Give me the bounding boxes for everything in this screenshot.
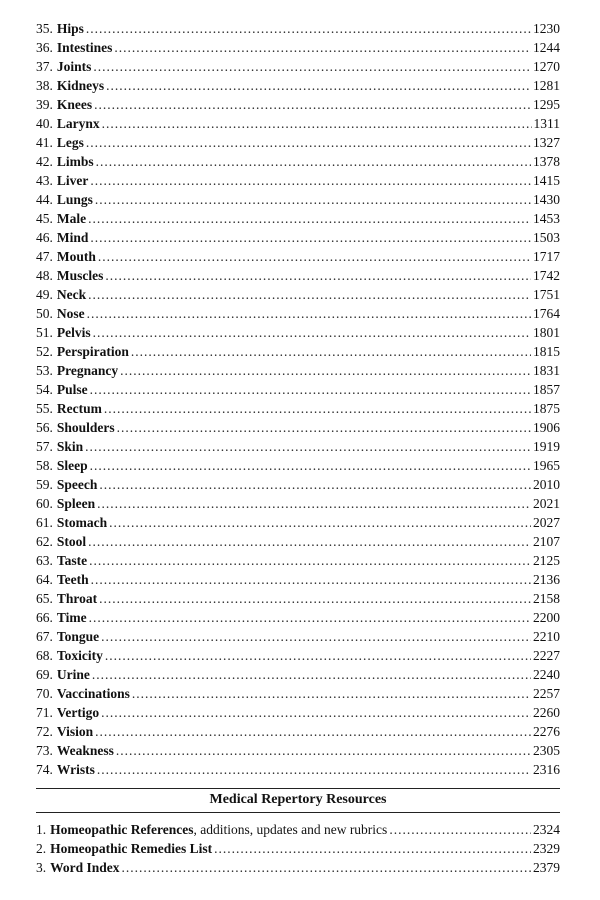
entry-page-number: 2240 xyxy=(533,667,560,682)
toc-entry xyxy=(36,399,560,418)
entry-title: Toxicity xyxy=(56,648,103,663)
entry-title: Rectum xyxy=(56,401,102,416)
dot-leader xyxy=(105,646,531,665)
entry-number: 37. xyxy=(36,59,53,74)
toc-entry xyxy=(36,95,560,114)
entry-title: Teeth xyxy=(56,572,89,587)
entry-title: Larynx xyxy=(56,116,100,131)
toc-entry xyxy=(36,323,560,342)
entry-title: Hips xyxy=(56,21,84,36)
dot-leader xyxy=(120,361,531,380)
entry-number: 36. xyxy=(36,40,53,55)
entry-title: Legs xyxy=(56,135,84,150)
entry-page-number: 1295 xyxy=(533,97,560,112)
entry-number: 49. xyxy=(36,287,53,302)
entry-page-number: 1270 xyxy=(533,59,560,74)
toc-entry xyxy=(36,608,560,627)
dot-leader xyxy=(90,380,531,399)
dot-leader xyxy=(104,399,531,418)
entry-number: 52. xyxy=(36,344,53,359)
entry-page-number: 2276 xyxy=(533,724,560,739)
entry-number: 41. xyxy=(36,135,53,150)
entry-page-number: 2316 xyxy=(533,762,560,777)
entry-title: Throat xyxy=(56,591,98,606)
entry-page-number: 2305 xyxy=(533,743,560,758)
dot-leader xyxy=(90,228,531,247)
resources-list xyxy=(36,820,560,877)
dot-leader xyxy=(117,418,531,437)
toc-entry xyxy=(36,570,560,589)
entry-title: Stomach xyxy=(56,515,108,530)
entry-number: 1. xyxy=(36,822,47,837)
dot-leader xyxy=(88,285,531,304)
entry-number: 53. xyxy=(36,363,53,378)
toc-entry xyxy=(36,646,560,665)
entry-page-number: 1453 xyxy=(533,211,560,226)
entry-number: 3. xyxy=(36,860,47,875)
entry-page-number: 2027 xyxy=(533,515,560,530)
entry-number: 56. xyxy=(36,420,53,435)
entry-number: 46. xyxy=(36,230,53,245)
entry-title: Knees xyxy=(56,97,93,112)
toc-entry xyxy=(36,665,560,684)
entry-page-number: 2200 xyxy=(533,610,560,625)
entry-number: 73. xyxy=(36,743,53,758)
entry-number: 65. xyxy=(36,591,53,606)
entry-page-number: 1919 xyxy=(533,439,560,454)
dot-leader xyxy=(102,114,532,133)
entry-page-number: 1906 xyxy=(533,420,560,435)
entry-page-number: 1965 xyxy=(533,458,560,473)
toc-entry xyxy=(36,380,560,399)
toc-entry xyxy=(36,342,560,361)
dot-leader xyxy=(94,95,531,114)
entry-number: 48. xyxy=(36,268,53,283)
dot-leader xyxy=(86,133,531,152)
entry-title: Speech xyxy=(56,477,98,492)
entry-number: 50. xyxy=(36,306,53,321)
dot-leader xyxy=(116,741,531,760)
toc-entry xyxy=(36,114,560,133)
entry-number: 51. xyxy=(36,325,53,340)
entry-title: Wrists xyxy=(56,762,95,777)
entry-page-number: 1717 xyxy=(533,249,560,264)
dot-leader xyxy=(95,190,531,209)
entry-page-number: 1378 xyxy=(533,154,560,169)
dot-leader xyxy=(93,57,531,76)
entry-title: Liver xyxy=(56,173,89,188)
entry-title: Homeopathic Remedies List xyxy=(50,841,213,856)
toc-entry xyxy=(36,171,560,190)
entry-title: Stool xyxy=(56,534,87,549)
toc-entry xyxy=(36,152,560,171)
dot-leader xyxy=(114,38,531,57)
entry-title: Taste xyxy=(56,553,88,568)
entry-title: Pulse xyxy=(56,382,88,397)
entry-number: 66. xyxy=(36,610,53,625)
entry-title: Male xyxy=(56,211,87,226)
toc-entry xyxy=(36,437,560,456)
entry-page-number: 1875 xyxy=(533,401,560,416)
toc-entry xyxy=(36,551,560,570)
entry-page-number: 2158 xyxy=(533,591,560,606)
entry-number: 55. xyxy=(36,401,53,416)
toc-entry xyxy=(36,304,560,323)
entry-description: , additions, updates and new rubrics xyxy=(193,822,388,837)
entry-page-number: 1831 xyxy=(533,363,560,378)
toc-entry xyxy=(36,722,560,741)
toc-entry xyxy=(36,513,560,532)
dot-leader xyxy=(90,456,531,475)
entry-page-number: 1415 xyxy=(533,173,560,188)
toc-entry xyxy=(36,38,560,57)
dot-leader xyxy=(89,608,531,627)
entry-title: Weakness xyxy=(56,743,114,758)
entry-number: 38. xyxy=(36,78,53,93)
entry-number: 63. xyxy=(36,553,53,568)
entry-number: 69. xyxy=(36,667,53,682)
entry-page-number: 1327 xyxy=(533,135,560,150)
entry-number: 42. xyxy=(36,154,53,169)
entry-title: Muscles xyxy=(56,268,104,283)
dot-leader xyxy=(132,684,531,703)
entry-number: 40. xyxy=(36,116,53,131)
entry-page-number: 2227 xyxy=(533,648,560,663)
toc-entry xyxy=(36,76,560,95)
entry-title: Vertigo xyxy=(56,705,100,720)
entry-page-number: 1857 xyxy=(533,382,560,397)
entry-number: 74. xyxy=(36,762,53,777)
entry-page-number: 1230 xyxy=(533,21,560,36)
entry-number: 67. xyxy=(36,629,53,644)
entry-number: 68. xyxy=(36,648,53,663)
entry-title: Intestines xyxy=(56,40,113,55)
toc-entry xyxy=(36,19,560,38)
entry-page-number: 2210 xyxy=(533,629,560,644)
entry-title: Limbs xyxy=(56,154,94,169)
dot-leader xyxy=(85,437,531,456)
dot-leader xyxy=(99,589,531,608)
toc-entry xyxy=(36,684,560,703)
dot-leader xyxy=(389,820,531,839)
dot-leader xyxy=(131,342,531,361)
entry-title: Word Index xyxy=(50,860,120,875)
entry-number: 47. xyxy=(36,249,53,264)
dot-leader xyxy=(105,266,531,285)
entry-number: 61. xyxy=(36,515,53,530)
dot-leader xyxy=(97,760,531,779)
entry-title: Mind xyxy=(56,230,89,245)
dot-leader xyxy=(214,839,531,858)
entry-title: Neck xyxy=(56,287,87,302)
dot-leader xyxy=(92,665,531,684)
entry-page-number: 2379 xyxy=(533,860,560,875)
toc-entry xyxy=(36,285,560,304)
entry-number: 70. xyxy=(36,686,53,701)
dot-leader xyxy=(96,152,531,171)
dot-leader xyxy=(91,570,531,589)
dot-leader xyxy=(106,76,531,95)
dot-leader xyxy=(98,247,531,266)
entry-number: 60. xyxy=(36,496,53,511)
entry-page-number: 1281 xyxy=(533,78,560,93)
toc-entry xyxy=(36,418,560,437)
entry-title: Mouth xyxy=(56,249,96,264)
entry-number: 57. xyxy=(36,439,53,454)
dot-leader xyxy=(109,513,531,532)
toc-entry xyxy=(36,190,560,209)
entry-number: 72. xyxy=(36,724,53,739)
toc-entry xyxy=(36,456,560,475)
entry-number: 71. xyxy=(36,705,53,720)
entry-title: Spleen xyxy=(56,496,96,511)
dot-leader xyxy=(89,551,531,570)
entry-page-number: 2260 xyxy=(533,705,560,720)
dot-leader xyxy=(97,494,531,513)
entry-title: Lungs xyxy=(56,192,93,207)
entry-page-number: 1815 xyxy=(533,344,560,359)
toc-entry xyxy=(36,57,560,76)
entry-title: Vaccinations xyxy=(56,686,130,701)
toc-entry xyxy=(36,820,560,839)
entry-title: Homeopathic References xyxy=(50,822,194,837)
entry-number: 59. xyxy=(36,477,53,492)
toc-entry xyxy=(36,209,560,228)
section-heading: Medical Repertory Resources xyxy=(209,792,387,807)
entry-title: Perspiration xyxy=(56,344,129,359)
toc-entry xyxy=(36,494,560,513)
entry-title: Kidneys xyxy=(56,78,105,93)
entry-title: Pregnancy xyxy=(56,363,119,378)
entry-page-number: 1764 xyxy=(533,306,560,321)
dot-leader xyxy=(88,209,531,228)
dot-leader xyxy=(101,703,531,722)
dot-leader xyxy=(99,475,531,494)
entry-page-number: 2329 xyxy=(533,841,560,856)
dot-leader xyxy=(101,627,531,646)
entry-title: Nose xyxy=(56,306,85,321)
toc-entry xyxy=(36,133,560,152)
entry-title: Vision xyxy=(56,724,94,739)
dot-leader xyxy=(122,858,531,877)
entry-number: 54. xyxy=(36,382,53,397)
toc-entry xyxy=(36,627,560,646)
entry-page-number: 1503 xyxy=(533,230,560,245)
entry-number: 58. xyxy=(36,458,53,473)
dot-leader xyxy=(95,722,531,741)
entry-title: Urine xyxy=(56,667,90,682)
entry-page-number: 2010 xyxy=(533,477,560,492)
entry-page-number: 1751 xyxy=(533,287,560,302)
entry-page-number: 2136 xyxy=(533,572,560,587)
entry-title: Skin xyxy=(56,439,84,454)
entry-page-number: 2324 xyxy=(533,822,560,837)
dot-leader xyxy=(93,323,531,342)
entry-page-number: 1742 xyxy=(533,268,560,283)
entry-title: Tongue xyxy=(56,629,100,644)
entry-page-number: 1801 xyxy=(533,325,560,340)
entry-page-number: 1430 xyxy=(533,192,560,207)
toc-entry xyxy=(36,532,560,551)
entry-number: 45. xyxy=(36,211,53,226)
entry-number: 39. xyxy=(36,97,53,112)
entry-title: Shoulders xyxy=(56,420,115,435)
entry-number: 2. xyxy=(36,841,47,856)
entry-title: Joints xyxy=(56,59,92,74)
entry-page-number: 1311 xyxy=(533,116,560,131)
dot-leader xyxy=(90,171,531,190)
toc-entry xyxy=(36,858,560,877)
toc-entry xyxy=(36,266,560,285)
entry-page-number: 2107 xyxy=(533,534,560,549)
entry-number: 64. xyxy=(36,572,53,587)
toc-entry xyxy=(36,703,560,722)
entry-page-number: 2125 xyxy=(533,553,560,568)
toc-list xyxy=(36,19,560,779)
dot-leader xyxy=(86,19,531,38)
entry-title: Sleep xyxy=(56,458,88,473)
entry-number: 44. xyxy=(36,192,53,207)
dot-leader xyxy=(87,304,531,323)
toc-entry xyxy=(36,839,560,858)
entry-page-number: 1244 xyxy=(533,40,560,55)
entry-number: 62. xyxy=(36,534,53,549)
toc-entry xyxy=(36,361,560,380)
entry-number: 43. xyxy=(36,173,53,188)
toc-entry xyxy=(36,475,560,494)
entry-page-number: 2257 xyxy=(533,686,560,701)
toc-entry xyxy=(36,760,560,779)
entry-number: 35. xyxy=(36,21,53,36)
toc-entry xyxy=(36,589,560,608)
section-rule-top xyxy=(36,788,560,789)
dot-leader xyxy=(88,532,531,551)
toc-entry xyxy=(36,228,560,247)
section-rule-bottom xyxy=(36,812,560,813)
toc-entry xyxy=(36,247,560,266)
entry-title: Pelvis xyxy=(56,325,91,340)
entry-title: Time xyxy=(56,610,87,625)
entry-page-number: 2021 xyxy=(533,496,560,511)
toc-entry xyxy=(36,741,560,760)
